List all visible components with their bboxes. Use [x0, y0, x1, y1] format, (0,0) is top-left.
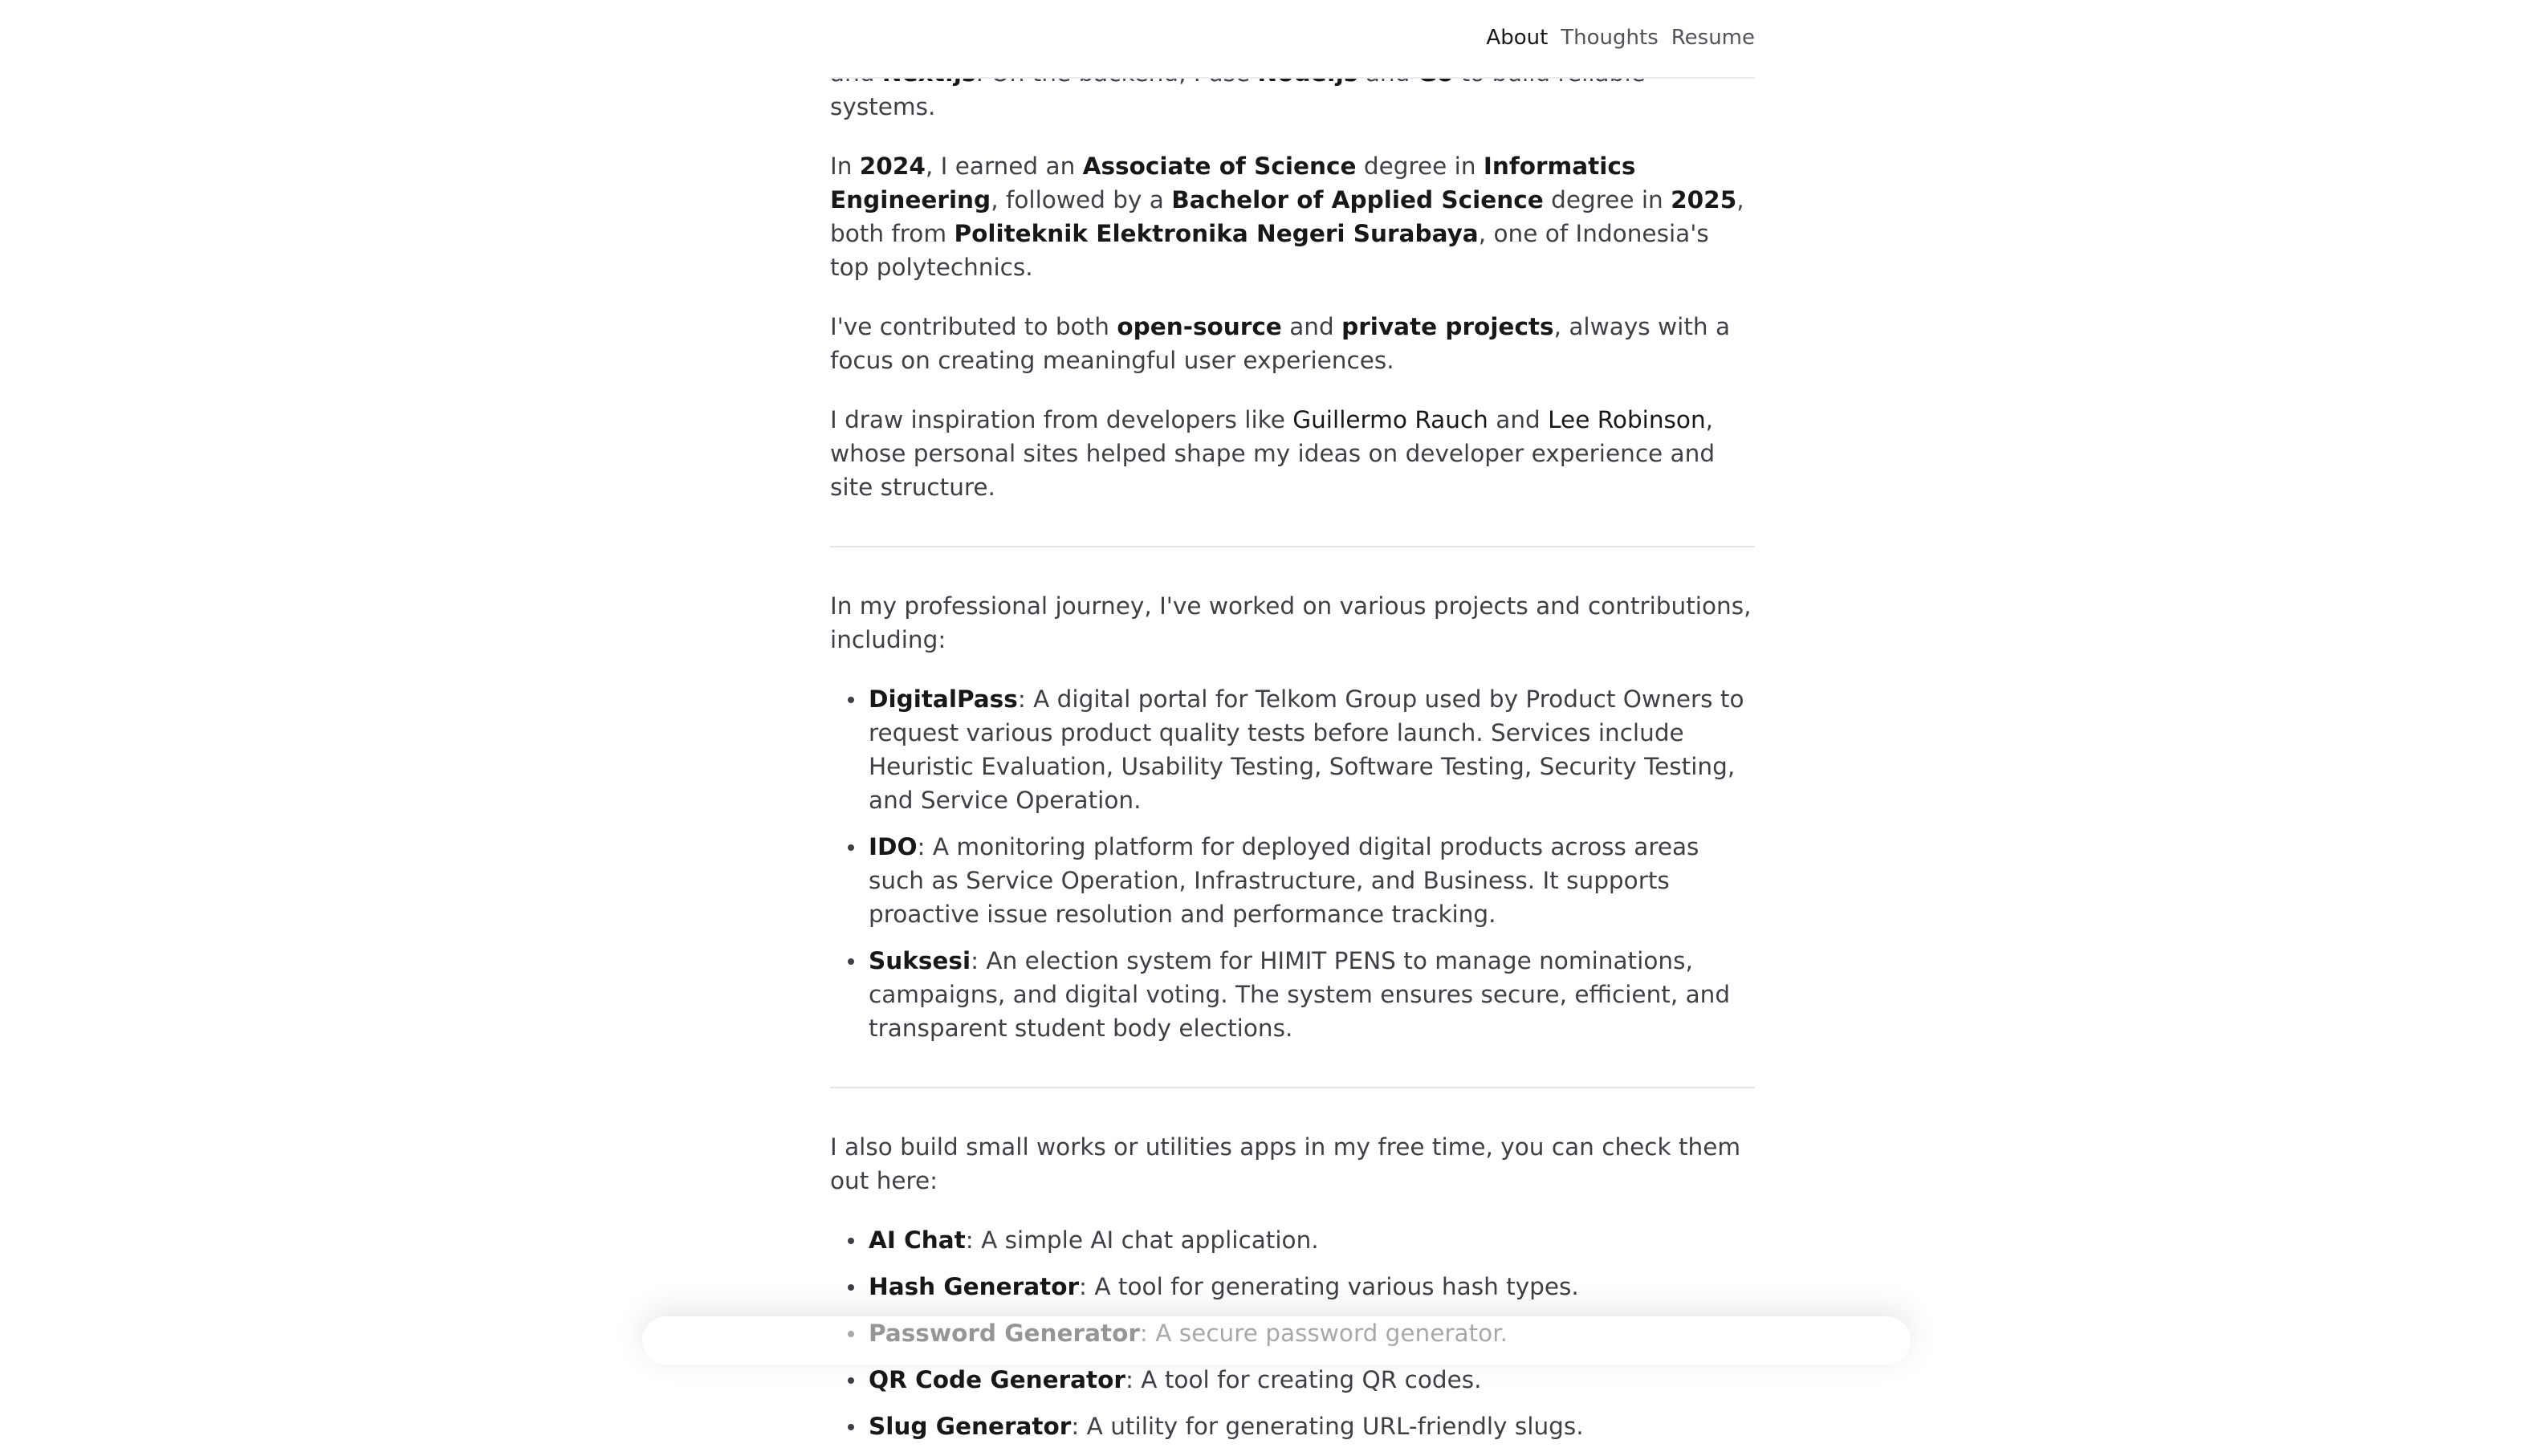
education-paragraph: [830, 149, 1755, 284]
tool-name[interactable]: AI Chat: [869, 1226, 966, 1254]
text: , whose personal sites helped shape my ideas on developer experience and site structure.: [830, 406, 1716, 501]
about-content: [830, 56, 1755, 1456]
projects-intro: In my professional journey, I've worked on various projects and contributions, including:: [830, 592, 1752, 653]
open-source-label: open-source: [1117, 313, 1282, 340]
text: I draw inspiration from developers like: [830, 406, 1293, 433]
inspiration-paragraph: [830, 403, 1755, 504]
tool-description: : A tool for creating QR codes.: [1125, 1366, 1482, 1393]
project-name: IDO: [869, 833, 918, 860]
private-projects-label: private projects: [1341, 313, 1554, 340]
bottom-dock-shadow: [642, 1316, 1911, 1364]
text: I've contributed to both: [830, 313, 1117, 340]
project-item-suksesi: [869, 944, 1755, 1045]
text: and: [1488, 406, 1549, 433]
nav-links: [1486, 24, 1755, 51]
contributions-paragraph: [830, 310, 1755, 377]
institution-name: Politeknik Elektronika Negeri Surabaya: [954, 220, 1479, 247]
tool-description: : A simple AI chat application.: [965, 1226, 1319, 1254]
text: degree in: [1356, 153, 1484, 180]
section-divider: [830, 1087, 1755, 1088]
nav-link-resume[interactable]: Resume: [1671, 26, 1755, 50]
link-guillermo-rauch[interactable]: Guillermo Rauch: [1292, 406, 1488, 433]
nav-link-about[interactable]: About: [1486, 26, 1549, 50]
tool-item-slug-generator[interactable]: [869, 1409, 1755, 1443]
section-divider: [830, 546, 1755, 547]
text: systems.: [830, 93, 936, 120]
project-name: DigitalPass: [869, 685, 1018, 713]
text: , I earned an: [925, 153, 1083, 180]
degree-associate: Associate of Science: [1082, 153, 1357, 180]
text: , always with a focus on creating meaningful user experiences.: [830, 313, 1731, 374]
text: , followed by a: [991, 186, 1172, 214]
year-2024: 2024: [859, 153, 926, 180]
project-description: : A digital portal for Telkom Group used by Product Owners to request various product quality tests before launch. Services include Heuristic Evaluation, Usability Testing, Software Testing, Security Testing, and Service Operation.: [869, 685, 1744, 814]
tool-name[interactable]: Slug Generator: [869, 1413, 1072, 1440]
nav-link-thoughts[interactable]: Thoughts: [1561, 26, 1659, 50]
top-nav: [830, 0, 1755, 79]
tool-item-ai-chat[interactable]: [869, 1223, 1755, 1257]
text: , one of Indonesia's top polytechnics.: [830, 220, 1709, 281]
project-item-ido: [869, 830, 1755, 931]
tool-item-hash-generator[interactable]: [869, 1270, 1755, 1303]
text: and: [1281, 313, 1342, 340]
tool-description: : A tool for generating various hash types.: [1079, 1273, 1579, 1300]
project-name: Suksesi: [869, 947, 971, 974]
project-description: : A monitoring platform for deployed digital products across areas such as Service Operation, Infrastructure, and Business. It supports proactive issue resolution and performance tracking.: [869, 833, 1699, 928]
projects-list: [830, 682, 1755, 1045]
text: , both from: [830, 186, 1744, 247]
tool-description: : A utility for generating URL-friendly slugs.: [1071, 1413, 1584, 1440]
text: In: [830, 153, 860, 180]
tool-name[interactable]: QR Code Generator: [869, 1366, 1125, 1393]
major-informatics: Informatics Engineering: [830, 153, 1636, 214]
link-lee-robinson[interactable]: Lee Robinson: [1548, 406, 1706, 433]
text: degree in: [1543, 186, 1671, 214]
project-description: : An election system for HIMIT PENS to manage nominations, campaigns, and digital voting. The system ensures secure, efficient, and transparent student body elections.: [869, 947, 1731, 1042]
tool-name[interactable]: Hash Generator: [869, 1273, 1080, 1300]
tools-intro: I also build small works or utilities apps in my free time, you can check them out here:: [830, 1133, 1741, 1194]
year-2025: 2025: [1671, 186, 1737, 214]
degree-bachelor: Bachelor of Applied Science: [1171, 186, 1544, 214]
tool-item-qr-code-generator[interactable]: [869, 1363, 1755, 1397]
project-item-digitalpass: [869, 682, 1755, 817]
